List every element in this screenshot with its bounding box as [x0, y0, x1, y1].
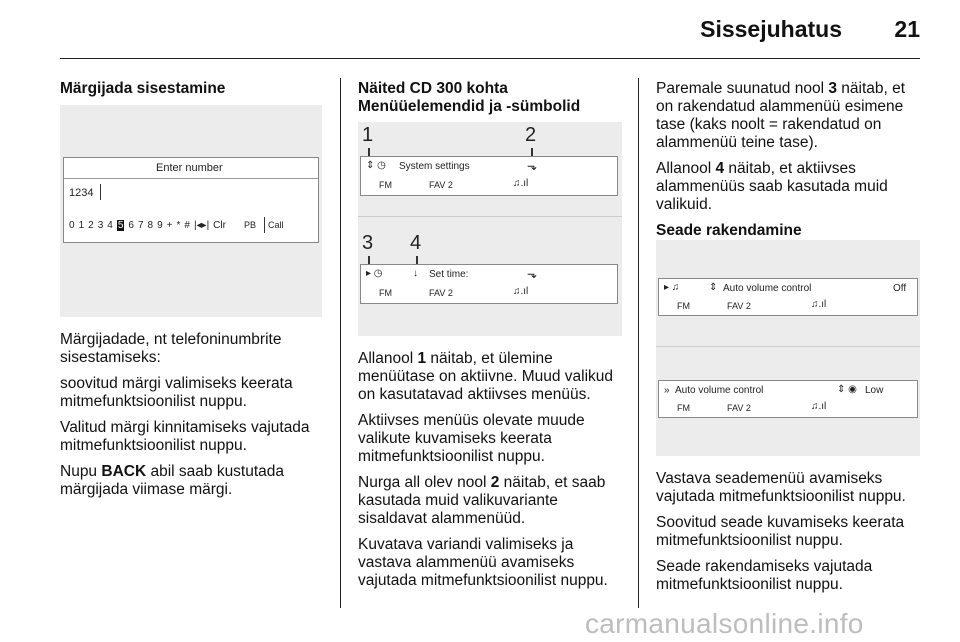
key[interactable]: 4: [107, 220, 113, 231]
screen-divider: [64, 178, 318, 179]
clear-key[interactable]: Clr: [213, 220, 226, 231]
paragraph-callout-1: Allanool 1 näitab, et ülemine menüütase on aktiivne. Muud valikud on kasutatavad aktiivses menüüs.: [358, 350, 614, 403]
setting-value: Off: [893, 283, 907, 294]
right-arrow-icon: ▸ ◷: [366, 268, 383, 279]
double-right-arrow-icon: »: [664, 385, 670, 396]
figure-menu-symbols: [358, 122, 622, 336]
text-cursor: [100, 184, 101, 200]
key[interactable]: 3: [97, 220, 104, 231]
preset-label: FAV 2: [727, 301, 751, 311]
column-divider-1: [340, 78, 341, 608]
figure-auto-volume: [656, 240, 920, 456]
paragraph-callout-2: Nurga all olev nool 2 näitab, et saab kasutada muid valikuvariante sisaldavat alammenüüd.: [358, 474, 606, 527]
column-3-text-bottom: [656, 470, 928, 602]
music-signal-icon: ♫.ıl: [513, 286, 529, 297]
up-down-arrow-icon: ⇕: [709, 282, 718, 293]
key[interactable]: 1: [78, 220, 85, 231]
paragraph: soovitud märgi valimiseks keerata mitmefunktsioonilist nuppu.: [60, 375, 293, 410]
angled-arrow-icon: ⬎: [527, 267, 538, 281]
key-selected[interactable]: 5: [117, 220, 124, 231]
section-heading-apply-setting: Seade rakendamine: [656, 222, 802, 239]
source-label: FM: [677, 301, 690, 311]
entered-digits: 1234: [69, 187, 94, 199]
key[interactable]: 8: [147, 220, 154, 231]
screen-title: Enter number: [156, 162, 223, 174]
figure-divider: [358, 216, 622, 217]
source-label: FM: [379, 288, 392, 298]
setting-label: Auto volume control: [675, 385, 764, 396]
section-heading-cd300: Näited CD 300 kohta: [358, 80, 508, 97]
up-down-radio-icon: ⇕ ◉: [837, 384, 857, 395]
screen-enter-number: [63, 157, 319, 243]
setting-label: Auto volume control: [723, 283, 812, 294]
paragraph: Kuvatava variandi valimiseks ja vastava alammenüü avamiseks vajutada mitmefunktsioonilist nuppu.: [358, 536, 608, 589]
paragraph-back: Nupu BACK abil saab kustutada märgijada viimase märgi.: [60, 463, 285, 498]
paragraph-callout-4: Allanool 4 näitab, et aktiivses alammenüüs saab kasutada muid valikuid.: [656, 160, 888, 213]
music-signal-icon: ♫.ıl: [811, 401, 827, 412]
watermark: carmanualsonline.info: [585, 608, 864, 639]
key[interactable]: 9: [157, 220, 163, 231]
menu-label: System settings: [399, 161, 470, 172]
paragraph: Soovitud seade kuvamiseks keerata mitmefunktsioonilist nuppu.: [656, 514, 905, 549]
music-signal-icon: ♫.ıl: [513, 178, 529, 189]
key[interactable]: 0: [69, 220, 75, 231]
column-3-text-top: [656, 80, 926, 240]
paragraph: Valitud märgi kinnitamiseks vajutada mitmefunktsioonilist nuppu.: [60, 419, 310, 454]
column-2-headings: [358, 80, 628, 116]
call-key[interactable]: Call: [264, 217, 284, 233]
key[interactable]: +: [166, 220, 173, 231]
section-heading-menu-items: Menüüelemendid ja -sümbolid: [358, 98, 581, 115]
paragraph: Märgijadade, nt telefoninumbrite sisestamiseks:: [60, 331, 282, 366]
screen-system-settings: [360, 156, 618, 196]
key[interactable]: 2: [88, 220, 94, 231]
music-signal-icon: ♫.ıl: [811, 299, 827, 310]
paragraph: Aktiivses menüüs olevate muude valikute kuvamiseks keerata mitmefunktsioonilist nuppu.: [358, 412, 585, 465]
phonebook-key[interactable]: PB: [244, 220, 257, 230]
callout-1: 1: [362, 124, 374, 146]
paragraph: Seade rakendamiseks vajutada mitmefunktsioonilist nuppu.: [656, 558, 873, 593]
keypad-row: [69, 220, 230, 231]
column-1-text: [60, 331, 332, 507]
cursor-arrows-icon[interactable]: |◂▸|: [193, 220, 210, 231]
screen-auto-volume-off: [658, 278, 918, 316]
callout-3: 3: [362, 232, 374, 254]
preset-label: FAV 2: [429, 180, 453, 190]
screen-set-time: [360, 264, 618, 304]
down-arrow-icon: ↓: [413, 268, 418, 279]
figure-divider: [656, 346, 920, 347]
source-label: FM: [379, 180, 392, 190]
preset-label: FAV 2: [727, 403, 751, 413]
up-down-arrow-icon: ⇕ ◷: [366, 160, 386, 171]
key[interactable]: #: [184, 220, 190, 231]
callout-2: 2: [525, 124, 537, 146]
header-rule: [60, 58, 920, 59]
page-number: 21: [894, 16, 920, 42]
menu-label: Set time:: [429, 269, 469, 280]
figure-enter-number: [60, 105, 322, 317]
setting-value: Low: [865, 385, 884, 396]
column-2-text: [358, 350, 630, 598]
key[interactable]: *: [176, 220, 181, 231]
angled-arrow-icon: ⬎: [527, 159, 538, 173]
paragraph: Vastava seademenüü avamiseks vajutada mitmefunktsioonilist nuppu.: [656, 470, 906, 505]
paragraph-callout-3: Paremale suunatud nool 3 näitab, et on rakendatud alammenüü esimene tase (kaks noolt = rakendatud on alammenüü teine tase).: [656, 80, 906, 151]
column-1: [60, 80, 330, 98]
source-label: FM: [677, 403, 690, 413]
page-header-title: Sissejuhatus: [700, 16, 842, 42]
callout-4: 4: [410, 232, 422, 254]
right-arrow-music-icon: ▸ ♫: [664, 282, 680, 293]
section-heading-character-entry: Märgijada sisestamine: [60, 80, 226, 97]
preset-label: FAV 2: [429, 288, 453, 298]
key[interactable]: 7: [137, 220, 144, 231]
back-button-label: BACK: [101, 463, 147, 480]
column-divider-2: [638, 78, 639, 608]
screen-auto-volume-low: [658, 380, 918, 418]
key[interactable]: 6: [128, 220, 134, 231]
